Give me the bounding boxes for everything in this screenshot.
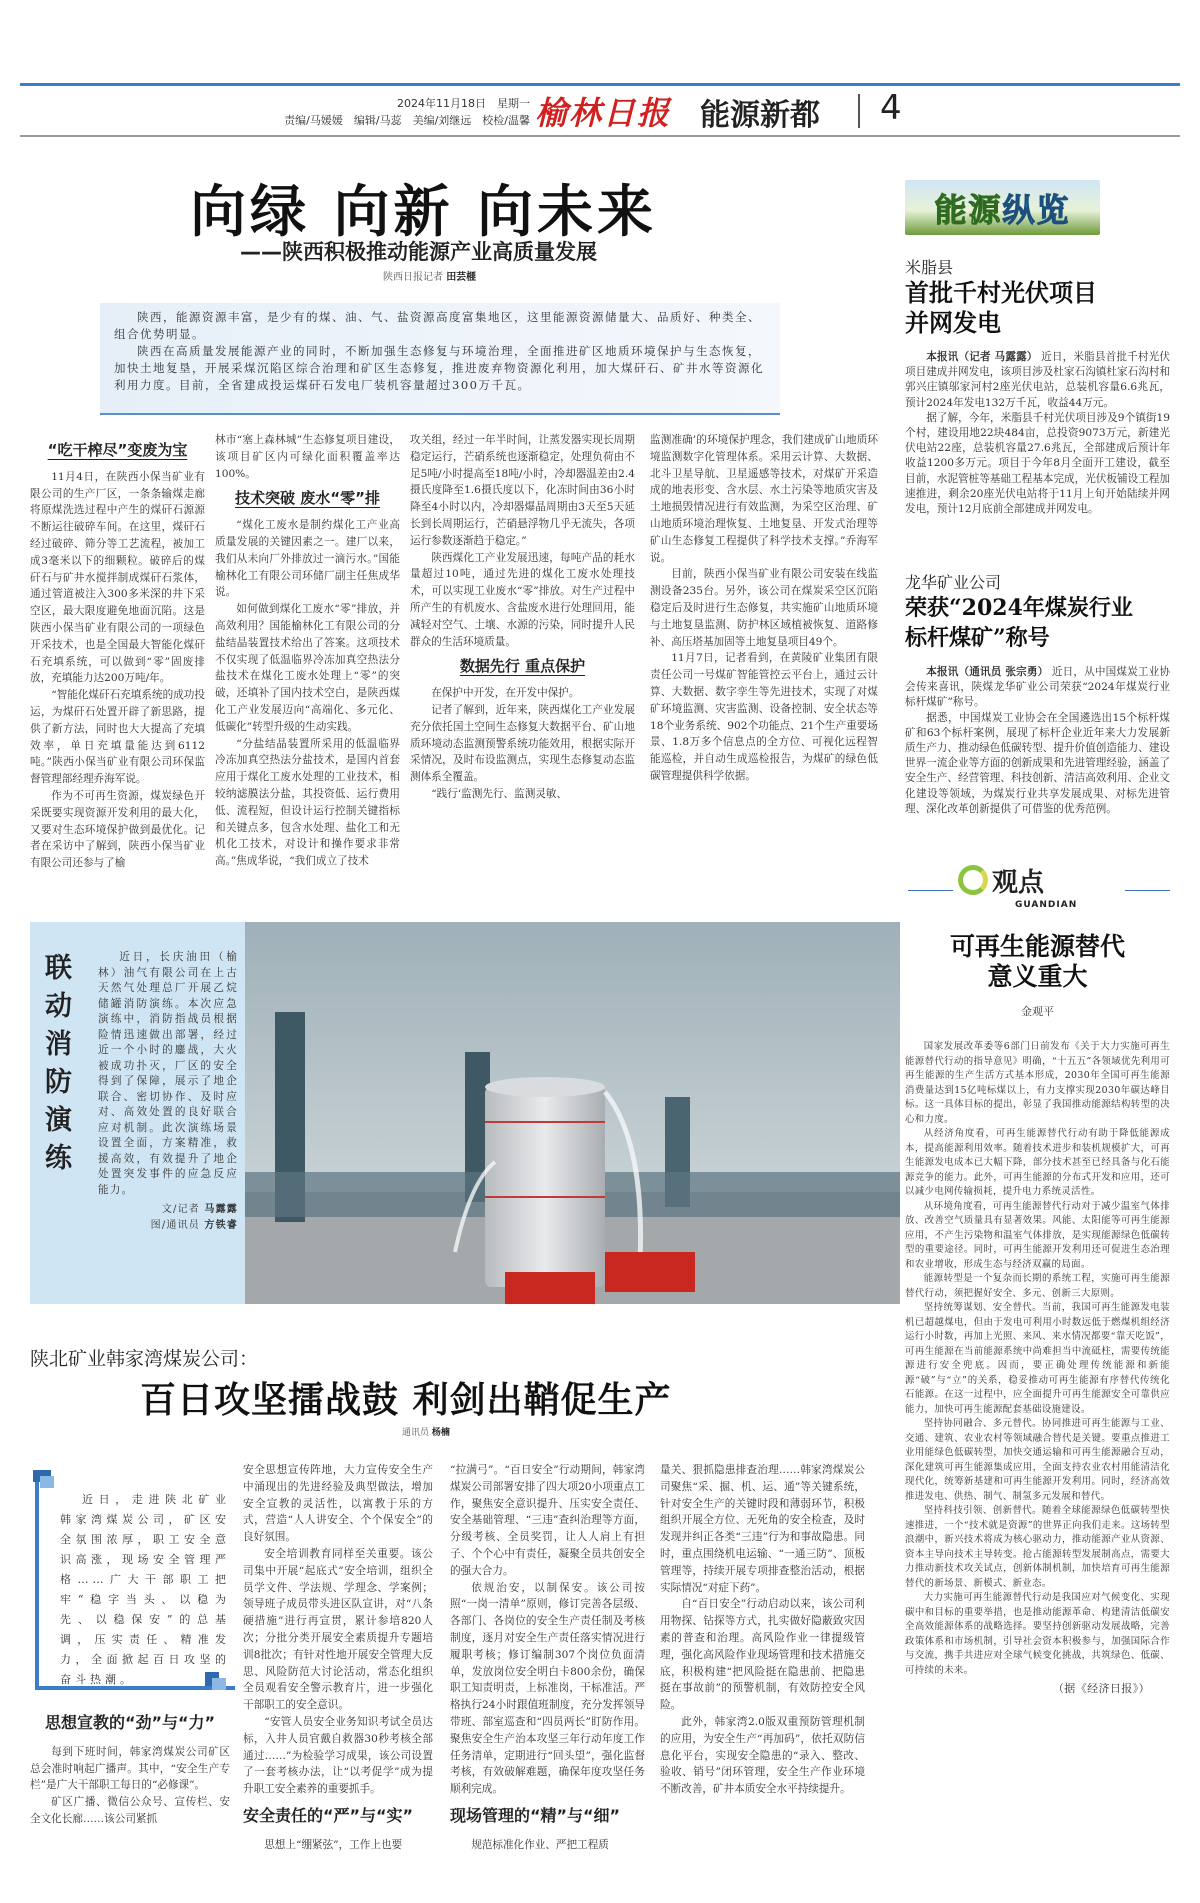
editor-credits: 责编/马媛媛 编辑/马蕊 美编/刘继远 校检/温馨 (284, 114, 530, 127)
body-paragraph: 能源转型是一个复杂而长期的系统工程，实施可再生能源替代行动，须把握好安全、多元、创新三大原则。 (905, 1273, 1170, 1299)
body-paragraph: 近日，从中国煤炭工业协会传来喜讯，陕煤龙华矿业公司荣获“2024年煤炭行业标杆煤矿”称号。 (905, 666, 1171, 709)
body-paragraph: 安全培训教育同样至关重要。该公司集中开展“起底式”安全培训，组织全员学文件、学法规、学理念、学案例；领导班子成员带头进区队宣讲，对“八条硬措施”进行再宣贯，累计参培820人次；分批分类开展安全素质提升专题培训8批次；有针对性地开展安全管理大反思、风险防范大讨论活动，常态化组织全员观看安全警示教育片，进一步强化干部职工的安全意识。 (243, 1547, 433, 1712)
section-name: 能源新都 (700, 98, 820, 133)
body-paragraph: 攻关组，经过一年半时间，让蒸发器实现长周期稳定运行，芒硝系统也逐渐稳定，处理负荷由不足5吨/小时提高至18吨/小时，冷却器温差由2.4摄氏度降至1.6摄氏度以下，化冻时间由36小时降至4小时以内，冷却器爆晶周期由3天至5天延长到长周期运行，芒硝悬浮物几乎无流失，各项运行参数逐渐趋于稳定。” (410, 434, 635, 547)
byline-role: 通讯员 (402, 1428, 430, 1438)
body-paragraph: 坚持科技引领、创新替代。随着全球能源绿色低碳转型快速推进，一个“技术就是资源”的世界正向我们走来。这场转型浪潮中，新兴技术将成为核心驱动力，推动能源产业从资源、资本主导向技术主导转变。抢占能源转型发展制高点，需要大力推动新技术攻关试点，创新体制机制，加快培育可再生能源替代的新场景、新模式、新业态。 (905, 1505, 1170, 1589)
section-heading: 思想宣教的“劲”与“力” (44, 1713, 216, 1732)
lead-column-2 (215, 432, 400, 870)
bottom-column-2 (243, 1462, 433, 1854)
byline-name: 田芸榧 (446, 272, 477, 283)
body-paragraph: 大力实施可再生能源替代行动是我国应对气候变化、实现碳中和目标的重要举措，也是推动能源革命、构建清洁低碳安全高效能源体系的战略选择。要坚持创新驱动发展战略，完善政策体系和市场机制，引导社会资本积极参与，加强国际合作与交流，携手共进应对全球气候变化挑战，共筑绿色、低碳、可持续的未来。 (905, 1592, 1170, 1676)
opinion-body (905, 1040, 1170, 1697)
body-paragraph: 11月7日，记者看到，在黄陵矿业集团有限责任公司一号煤矿智能管控云平台上，通过云计算、大数据、数字孪生等先进技术，实现了对煤矿环境监测、灾害监测、设备控制、安全状态等18个业务系统、902个功能点、21个生产重要场景、1.8万多个信息点的全方位、可视化远程智能巡检，并自动生成巡检报告，为煤矿的绿色低碳管理提供科学依据。 (650, 652, 878, 782)
opinion-headline (905, 932, 1170, 992)
body-paragraph: “智能化煤矸石充填系统的成功投运，为煤矸石处置开辟了新思路，提供了新方法，同时也大大提高了充填效率，单日充填量能达到6112吨。”陕西小保当矿业有限公司环保监督管理部经理乔海军说。 (30, 689, 205, 786)
story-headline: 并网发电 (905, 308, 1001, 337)
body-paragraph: 陕西煤化工产业发展迅速，每吨产品的耗水量超过10吨，通过先进的煤化工废水处理技术，可以实现工业废水“零”排放。对生产过程中所产生的有机废水、含盐废水进行处理回用，能减轻对空气、土壤、水源的污染，同时提升人民群众的生活环境质量。 (410, 551, 635, 648)
energy-overview-banner (905, 180, 1100, 235)
opinion-author: 金观平 (1021, 1005, 1054, 1018)
frame-corner-decoration (40, 1476, 54, 1488)
lead-byline (383, 268, 476, 283)
body-paragraph: 记者了解到，近年来，陕西煤化工产业发展充分依托国土空间生态修复大数据平台、矿山地质环境动态监测预警系统功能效用，根据实际开采情况，及时布设监测点，实现生态修复动态监测体系全覆盖。 (410, 703, 635, 784)
byline-name: 杨楠 (431, 1428, 450, 1438)
header-top-rule (20, 83, 1180, 86)
opinion-label: 观点 (992, 868, 1045, 898)
body-paragraph: “拉满弓”。“百日安全”行动期间，韩家湾煤炭公司部署安排了四大项20小项重点工作，聚焦安全意识提升、压实安全责任、安全基础管理、“三违”查纠治理等方面，分级考核、全员奖罚，让人人肩上有担子、个个心中有责任，凝聚全员共创安全的强大合力。 (450, 1464, 645, 1577)
photo-credit (98, 1218, 238, 1234)
page-number: 4 (880, 88, 902, 128)
headline-line: 可再生能源替代 (949, 932, 1125, 961)
fire-drill-photo (245, 922, 900, 1304)
intro-text: 近日，走进陕北矿业韩家湾煤炭公司，矿区安全氛围浓厚，职工安全意识高涨，现场安全管理严格……广大干部职工把牢“稳字当头、以稳为先、以稳保安”的总基调，压实责任、精准发力，全面掀起百日攻坚的奋斗热潮。 (60, 1493, 230, 1686)
header-divider (858, 94, 860, 128)
body-paragraph: 安全思想宣传阵地，大力宣传安全生产中涌现出的先进经验及典型做法，增加安全宣教的灵活性，以寓教于乐的方式，营造“人人讲安全、个个保安全”的良好氛围。 (243, 1464, 433, 1544)
body-paragraph: 在保护中开发，在开发中保护。 (431, 687, 580, 700)
story-kicker: 米脂县 (905, 258, 954, 277)
body-paragraph: “分盐结晶装置所采用的低温临界冷冻加真空热法分盐技术，是国内首套应用于煤化工废水处理的工业技术，相较纳滤膜法分盐，其投资低、运行费用低、流程短，但设计运行控制关键指标和关键点多，包含水处理、盐化工和无机化工技术，对设计和操作要求非常高。”焦成华说，“我们成立了技术 (215, 737, 400, 868)
body-paragraph: 量关、狠抓隐患排查治理……韩家湾煤炭公司聚焦“采、掘、机、运、通”等关键系统，针对安全生产的关键时段和薄弱环节，积极组织开展全方位、无死角的安全检查，及时发现并纠正各类“三违”行为和事故隐患。同时，重点围绕机电运输、“一通三防”、顶板管理等，持续开展专项排查整治活动，根据实际情况“对症下药”。 (660, 1464, 865, 1594)
body-paragraph: 规范标准化作业、严把工程质 (471, 1838, 609, 1851)
story-body (905, 665, 1170, 817)
body-paragraph: 思想上“绷紧弦”，工作上也要 (264, 1838, 403, 1851)
body-paragraph: “安管人员安全业务知识考试全员达标，入井人员官戴自救器30秒考核全部通过……”为检验学习成果，该公司设置了一套考核办法，让“以考促学”成为提升职工安全素养的重要抓手。 (243, 1715, 433, 1796)
credit-name: 马露露 (204, 1204, 238, 1215)
body-paragraph: 据了解，今年，米脂县千村光伏项目涉及9个镇街19个村，建设用地22块484亩，总投资9073万元，新建光伏电站22座，总装机容量27.6兆瓦，全部建成后预计年收益1200多万元。项目于今年8月全面开工建设，截至目前，水泥管桩等基础工程基本完成，光伏板铺设工程加速推进，剩余20座光伏电站将于11月上旬开始陆续并网发电，预计12月底前全部建成并网发电。 (905, 411, 1170, 516)
body-paragraph: 目前，陕西小保当矿业有限公司安装在线监测设备235台。另外，该公司在煤炭采空区沉陷稳定后及时进行生态修复，共实施矿山地质环境与土地复垦监测、防护林区域植被恢复、道路修补、高压塔基加固等土地复垦项目49个。 (650, 568, 878, 648)
body-paragraph: 国家发展改革委等6部门日前发布《关于大力实施可再生能源替代行动的指导意见》明确，“十五五”各领域优先利用可再生能源的生产生活方式基本形成，2030年全国可再生能源消费量达到15亿吨标煤以上，有力支撑实现2030年碳达峰目标。这一具体目标的提出，彰显了我国推动能源结构转型的决心和力度。 (905, 1041, 1170, 1125)
body-paragraph: 此外，韩家湾2.0版双重预防管理机制的应用，为安全生产“再加码”，依托双防信息化平台，实现安全隐患的“录入、整改、验收、销号”闭环管理，安全生产作业环境不断改善，矿井本质安全水平持续提升。 (660, 1715, 865, 1796)
bottom-story-kicker: 陕北矿业韩家湾煤炭公司： (30, 1348, 259, 1370)
brief-story-2 (905, 570, 1170, 817)
lead-headline: 向绿 向新 向未来 (190, 180, 657, 245)
issue-date: 2024年11月18日 星期一 (397, 97, 530, 110)
headline-line: 意义重大 (987, 962, 1088, 991)
bottom-column-3 (450, 1462, 645, 1854)
section-heading: 技术突破 废水“零”排 (235, 489, 380, 508)
banner-text: 能源 (934, 190, 1003, 229)
header-bottom-rule (20, 135, 1180, 137)
bottom-story-intro (60, 1490, 230, 1690)
body-paragraph: 11月4日，在陕西小保当矿业有限公司的生产厂区，一条条输煤走廊将原煤洗选过程中产生的煤矸石源源不断运往破碎车间。在这里，煤矸石经过破碎、筛分等工艺流程，被加工成3毫米以下的细颗粒。破碎后的煤矸石与矿井水搅拌制成煤矸石浆体，通过管道被注入300多米深的井下采空区，最大限度避免地面沉陷。这是陕西小保当矿业有限公司的一项绿色开采技术，也是全国最大智能化煤矸石充填系统，可以做到“零”固废排放，充填能力达200万吨/年。 (30, 470, 205, 685)
story-headline: 荣获“2024年煤炭行业 (905, 595, 1133, 621)
newspaper-logo: 榆林日报 (535, 94, 672, 132)
section-heading: “吃干榨尽”变废为宝 (47, 441, 188, 459)
body-paragraph: 坚持协同融合、多元替代。协同推进可再生能源与工业、交通、建筑、农业农村等领域融合替代是关键。要重点推进工业用能绿色低碳转型，加快交通运输和可再生能源融合互动，深化建筑可再生能源集成应用，全面支持农业农村用能清洁化现代化，统筹新基建和可再生能源开发利用。同时，经济高效推进发电、供热、制气、制氢多元发展和替代。 (905, 1418, 1170, 1502)
bottom-story-headline: 百日攻坚擂战鼓 利剑出鞘促生产 (140, 1379, 672, 1421)
body-paragraph: 如何做到煤化工废水“零”排放，并高效利用？国能榆林化工有限公司的分盐结晶装置技术给出了答案。这项技术不仅实现了低温临界冷冻加真空热法分盐技术在煤化工废水处理上“零”的突破，还填补了国内技术空白，是陕西煤化工产业发展迈向“高端化、多元化、低碳化”转型升级的生动实践。 (215, 603, 400, 733)
section-heading: 安全责任的“严”与“实” (243, 1805, 414, 1825)
lead-column-3 (410, 432, 635, 803)
photo-story-title: 联动消防演练 (45, 953, 72, 1174)
opinion-label-en: GUANDIAN (1015, 900, 1078, 910)
bottom-column-1 (30, 1705, 230, 1828)
lead-column-1 (30, 440, 205, 872)
body-paragraph: “煤化工废水是制约煤化工产业高质量发展的关键因素之一。建厂以来，我们从未向厂外排放过一滴污水。”国能榆林化工有限公司环储厂副主任焦成华说。 (215, 519, 400, 599)
credit-role: 文/记者 (161, 1204, 200, 1215)
story-byline: 本报讯（记者 马露露） (926, 351, 1038, 363)
lead-paragraph: 陕西，能源资源丰富，是少有的煤、油、气、盐资源高度富集地区，这里能源资源储量大、品质好、种类全、组合优势明显。 (114, 310, 761, 341)
divider-line (1125, 890, 1170, 891)
brief-story-1 (905, 255, 1170, 517)
bottom-column-4 (660, 1462, 865, 1798)
body-paragraph: 每到下班时间，韩家湾煤炭公司矿区总会准时响起广播声。其中，“安全生产专栏”是广大干部职工每日的“必修课”。 (30, 1745, 230, 1792)
fire-drill-photo-illustration (245, 922, 900, 1304)
body-paragraph: 作为不可再生资源，煤炭绿色开采既要实现资源开发利用的最大化，又要对生态环境保护做到最优化。记者在采访中了解到，陕西小保当矿业有限公司还参与了榆 (30, 789, 205, 870)
body-paragraph: 近日，米脂县首批千村光伏项目建成并网发电，该项目涉及杜家石沟镇杜家石沟村和郭兴庄镇邬家河村2座光伏电站，总装机容量6.6兆瓦，预计2024年发电132万千瓦，收益44万元。 (905, 351, 1170, 409)
photo-story-caption (98, 950, 238, 1233)
body-paragraph: 监测准确’的环境保护理念，我们建成矿山地质环境监测数字化管理体系。采用云计算、大数据、北斗卫星导航、卫星遥感等技术，对煤矿开采造成的地表形变、含水层、水土污染等地质灾害及土地损毁情况进行有效监测，为采空区治理、矿山地质环境治理恢复、土地复垦、开发式治理等矿山生态修复工程提供了科学技术支撑。”乔海军说。 (650, 434, 878, 564)
body-paragraph: 依规治安，以制保安。该公司按照“一岗一清单”原则，修订完善各层级、各部门、各岗位的安全生产责任制及考核制度，逐月对安全生产责任落实情况进行履职考核；修订编制307个岗位负面清单，发放岗位安全明白卡800余份，确保职工知责明责，上标准岗，干标准活。严格执行24小时跟值班制度，充分发挥领导带班、部室巡查和“四员两长”盯防作用。聚焦安全生产治本攻坚三年行动年度工作任务清单，定期进行“回头望”，强化监督考核，有效破解难题，确保年度攻坚任务顺利完成。 (450, 1581, 645, 1796)
byline-role: 陕西日报记者 (383, 272, 443, 283)
body-paragraph: 从环境角度看，可再生能源替代行动对于减少温室气体排放、改善空气质量具有显著效果。风能、太阳能等可再生能源应用，不产生污染物和温室气体排放，是实现能源绿色低碳转型的重要途径。同时，可再生能源开发利用还可促进生态治理和农业增收，形成生态与经济双赢的局面。 (905, 1200, 1170, 1270)
lead-summary-box (100, 303, 780, 415)
body-paragraph: 林市“塞上森林城”生态修复项目建设，该项目矿区内可绿化面积覆盖率达100%。 (215, 434, 400, 480)
body-paragraph: 自“百日安全”行动启动以来，该公司利用物探、钻探等方式，扎实做好隐蔽致灾因素的普查和治理。高风险作业一律提级管理，强化高风险作业现场管理和技术措施交底，积极构建“把风险挺在隐患前、把隐患挺在事故前”的预警机制，有效防控安全风险。 (660, 1598, 865, 1712)
credit-name: 方铁睿 (204, 1219, 238, 1231)
section-heading: 数据先行 重点保护 (459, 657, 586, 676)
credit-role: 图/通讯员 (150, 1219, 200, 1231)
body-paragraph: 据悉，中国煤炭工业协会在全国遴选出15个标杆煤矿和63个标杆案例，展现了标杆企业近年来大力发展新质生产力、推动绿色低碳转型、提升价值创造能力、建设世界一流企业等方面的创新成果和先进管理经验，涵盖了安全生产、经营管理、科技创新、清洁高效利用、企业文化建设等领域，为煤炭行业共享发展成果、对标先进管理、深化改革创新提供了可借鉴的优秀范例。 (905, 711, 1170, 815)
section-heading: 现场管理的“精”与“细” (450, 1805, 621, 1825)
story-body (905, 350, 1170, 517)
opinion-source: （据《经济日报》） (1052, 1682, 1150, 1695)
lead-column-4 (650, 432, 878, 785)
text-credit (98, 1202, 238, 1218)
story-headline: 标杆煤矿”称号 (905, 625, 1050, 651)
banner-text: 纵览 (1002, 190, 1071, 229)
lead-paragraph: 陕西在高质量发展能源产业的同时，不断加强生态修复与环境治理，全面推进矿区地质环境保护与生态恢复，加快土地复垦，开展采煤沉陷区综合治理和矿区生态修复，推进废弃物资源化利用，加大煤矸石、矿井水等资源化利用力度。目前，全省建成投运煤矸石发电厂装机容量超过300万千瓦。 (114, 344, 764, 392)
bottom-story-byline (402, 1425, 450, 1438)
body-paragraph: 坚持统筹谋划、安全替代。当前，我国可再生能源发电装机已超越煤电，但由于发电可利用小时数远低于燃煤机组经济运行小时数，再加上光照、来风、来水情况都要“靠天吃饭”，可再生能源在当前能源系统中尚难担当中流砥柱，需要传统能源进行安全兜底。因而，要正确处理传统能源和新能源“破”与“立”的关系，稳妥推动可再生能源有序替代传统化石能源。在这一过程中，应全面提升可再生能源安全可靠供应能力，加快可再生能源配套基础设施建设。 (905, 1302, 1170, 1415)
caption-text: 近日，长庆油田（榆林）油气有限公司在上古天然气处理总厂开展乙烷储罐消防演练。本次应急演练中，消防指战员根据险情迅速做出部署，经过近一个小时的鏖战，大火被成功扑灭，厂区的安全得到了保障，展示了地企联合、密切协作、及时应对、高效处置的良好联合应对机制。此次演练场景设置全面，方案精准，救援高效，有效提升了地企处置突发事件的应急反应能力。 (98, 951, 238, 1196)
lead-subheadline: ——陕西积极推动能源产业高质量发展 (240, 240, 597, 264)
story-kicker: 龙华矿业公司 (905, 573, 1002, 592)
story-headline: 首批千村光伏项目 (905, 278, 1097, 307)
opinion-logo-circle-icon (958, 865, 988, 895)
divider-line (908, 890, 953, 891)
story-byline: 本报讯（通讯员 张宗勇） (926, 666, 1049, 678)
body-paragraph: “践行‘监测先行、监测灵敏、 (431, 787, 568, 800)
body-paragraph: 矿区广播、微信公众号、宣传栏、安全文化长廊……该公司紧抓 (30, 1796, 230, 1825)
body-paragraph: 从经济角度看，可再生能源替代行动有助于降低能源成本，提高能源利用效率。随着技术进步和装机规模扩大，可再生能源发电成本已大幅下降，部分技术甚至已经具备与化石能源竞争的能力。此外，可再生能源的分布式开发和应用，还可以减少电网传输损耗，提升电力系统灵活性。 (905, 1128, 1170, 1197)
